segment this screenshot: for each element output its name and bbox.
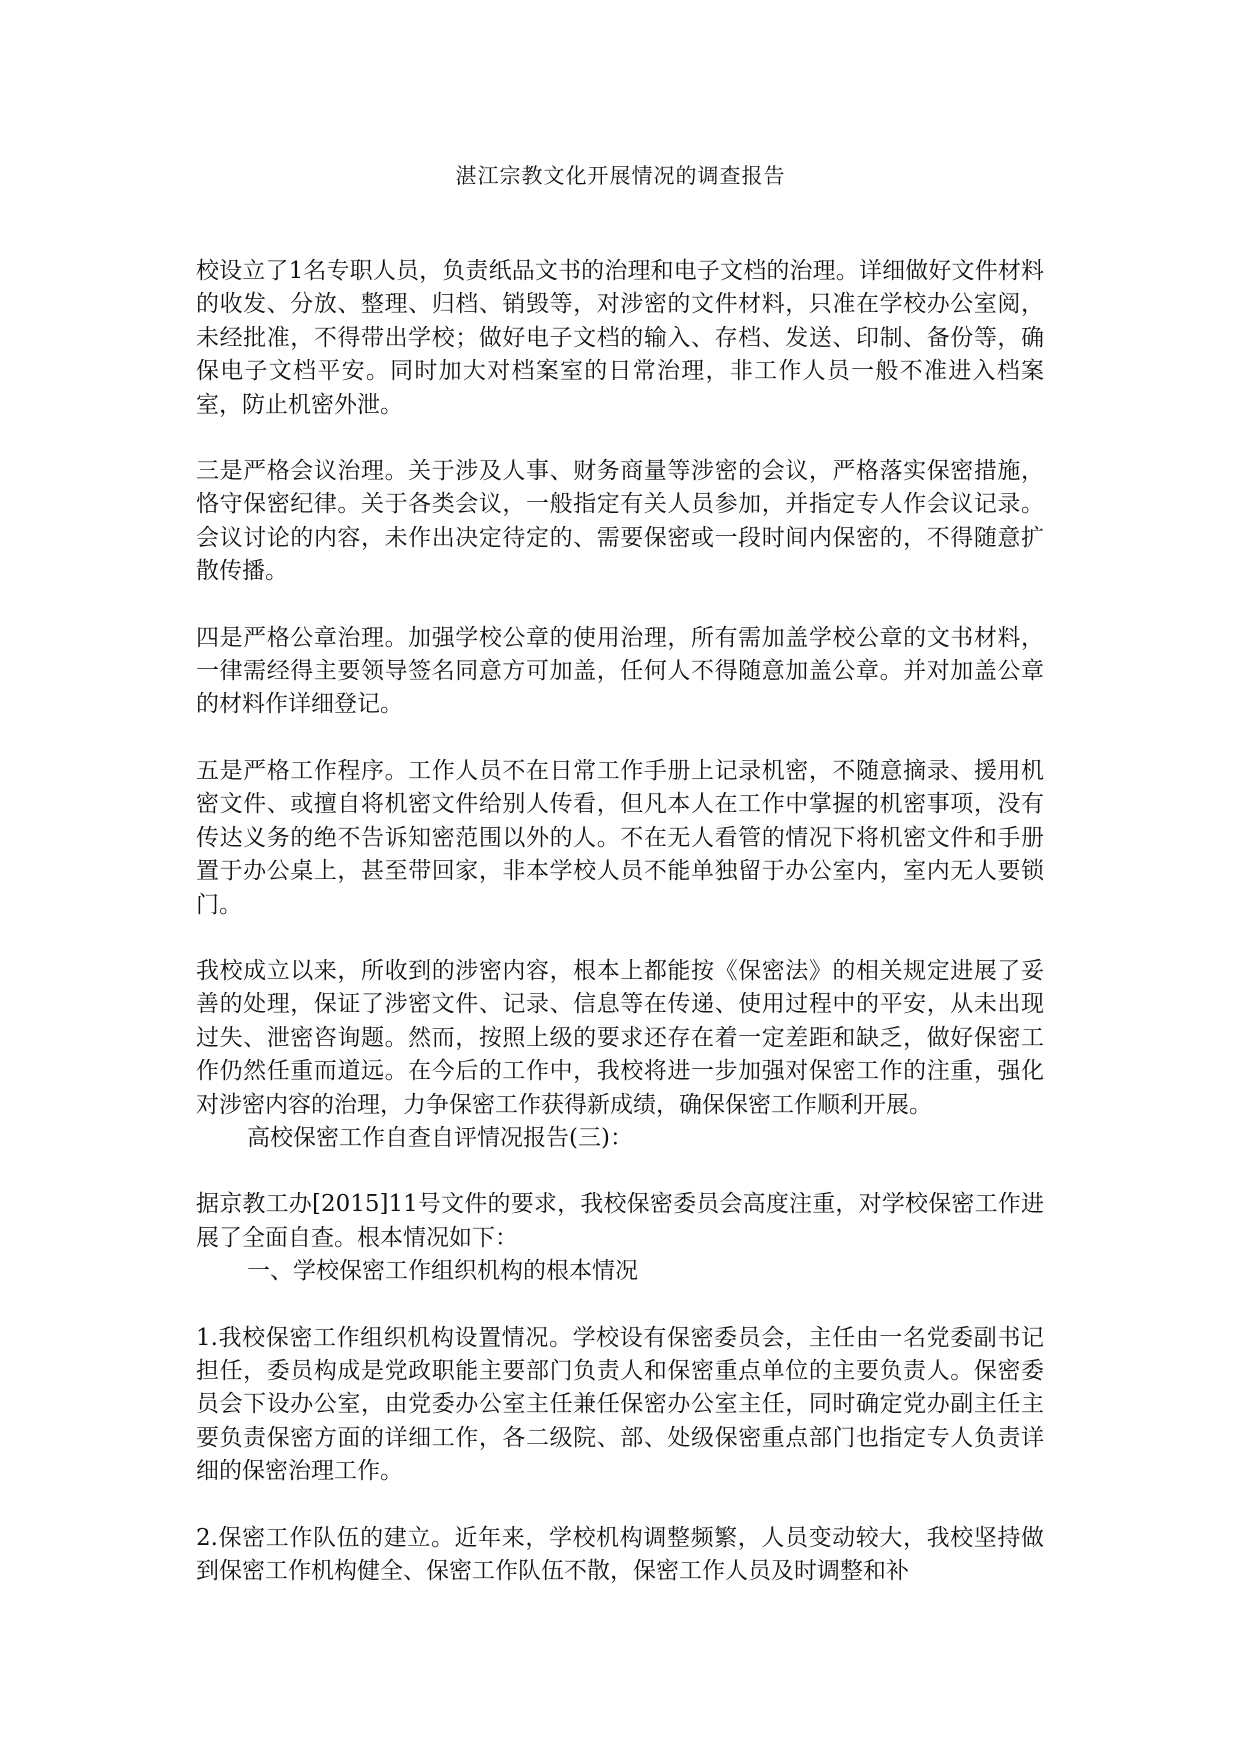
paragraph-work-procedure: 五是严格工作程序。工作人员不在日常工作手册上记录机密，不随意摘录、援用机密文件、或擅自将机密文件给别人传看，但凡本人在工作中掌握的机密事项，没有传达义务的绝不告诉知密范围以外的人。不在无人看管的情况下将机密文件和手册置于办公桌上，甚至带回家，非本学校人员不能单独留于办公室内，室内无人要锁门。 xyxy=(196,757,1044,918)
paragraph-summary: 我校成立以来，所收到的涉密内容，根本上都能按《保密法》的相关规定进展了妥善的处理，保证了涉密文件、记录、信息等在传递、使用过程中的平安，从未出现过失、泄密咨询题。然而，按照上级的要求还存在着一定差距和缺乏，做好保密工作仍然任重而道远。在今后的工作中，我校将进一步加强对保密工作的注重，强化对涉密内容的治理，力争保密工作获得新成绩，确保保密工作顺利开展。 xyxy=(196,957,1044,1118)
paragraph-archive-management: 校设立了1名专职人员，负责纸品文书的治理和电子文档的治理。详细做好文件材料的收发、分放、整理、归档、销毁等，对涉密的文件材料，只准在学校办公室阅，未经批准，不得带出学校；做好电子文档的输入、存档、发送、印制、备份等，确保电子文档平安。同时加大对档案室的日常治理，非工作人员一般不准进入档案室，防止机密外泄。 xyxy=(196,258,1044,418)
paragraph-spacer xyxy=(196,722,1044,755)
paragraph-meeting-management: 三是严格会议治理。关于涉及人事、财务商量等涉密的会议，严格落实保密措施，恪守保密纪律。关于各类会议，一般指定有关人员参加，并指定专人作会议记录。会议讨论的内容，未作出决定待定的、需要保密或一段时间内保密的，不得随意扩散传播。 xyxy=(196,458,1044,585)
section-heading-organization: 一、学校保密工作组织机构的根本情况 xyxy=(247,1258,638,1285)
paragraph-spacer xyxy=(196,589,1044,622)
paragraph-spacer xyxy=(196,422,1044,455)
paragraph-seal-management: 四是严格公章治理。加强学校公章的使用治理，所有需加盖学校公章的文书材料，一律需经得主要领导签名同意方可加盖，任何人不得随意加盖公章。并对加盖公章的材料作详细登记。 xyxy=(196,624,1044,718)
paragraph-spacer xyxy=(196,1155,1044,1188)
paragraph-spacer xyxy=(196,1289,1044,1322)
paragraph-spacer xyxy=(196,1489,1044,1522)
paragraph-team-building: 2.保密工作队伍的建立。近年来，学校机构调整频繁，人员变动较大，我校坚持做到保密工作机构健全、保密工作队伍不散，保密工作人员及时调整和补 xyxy=(196,1524,1044,1584)
document-body xyxy=(196,255,1044,1588)
paragraph-self-inspection-intro: 据京教工办[2015]11号文件的要求，我校保密委员会高度注重，对学校保密工作进展了全面自查。根本情况如下： xyxy=(196,1191,1044,1251)
paragraph-spacer xyxy=(196,922,1044,955)
document-title: 湛江宗教文化开展情况的调查报告 xyxy=(455,164,786,188)
section-heading-report-three: 高校保密工作自查自评情况报告(三)： xyxy=(247,1124,633,1151)
paragraph-organization-setup: 1.我校保密工作组织机构设置情况。学校设有保密委员会，主任由一名党委副书记担任，委员构成是党政职能主要部门负责人和保密重点单位的主要负责人。保密委员会下设办公室，由党委办公室主任兼任保密办公室主任，同时确定党办副主任主要负责保密方面的详细工作，各二级院、部、处级保密重点部门也指定专人负责详细的保密治理工作。 xyxy=(196,1324,1044,1485)
